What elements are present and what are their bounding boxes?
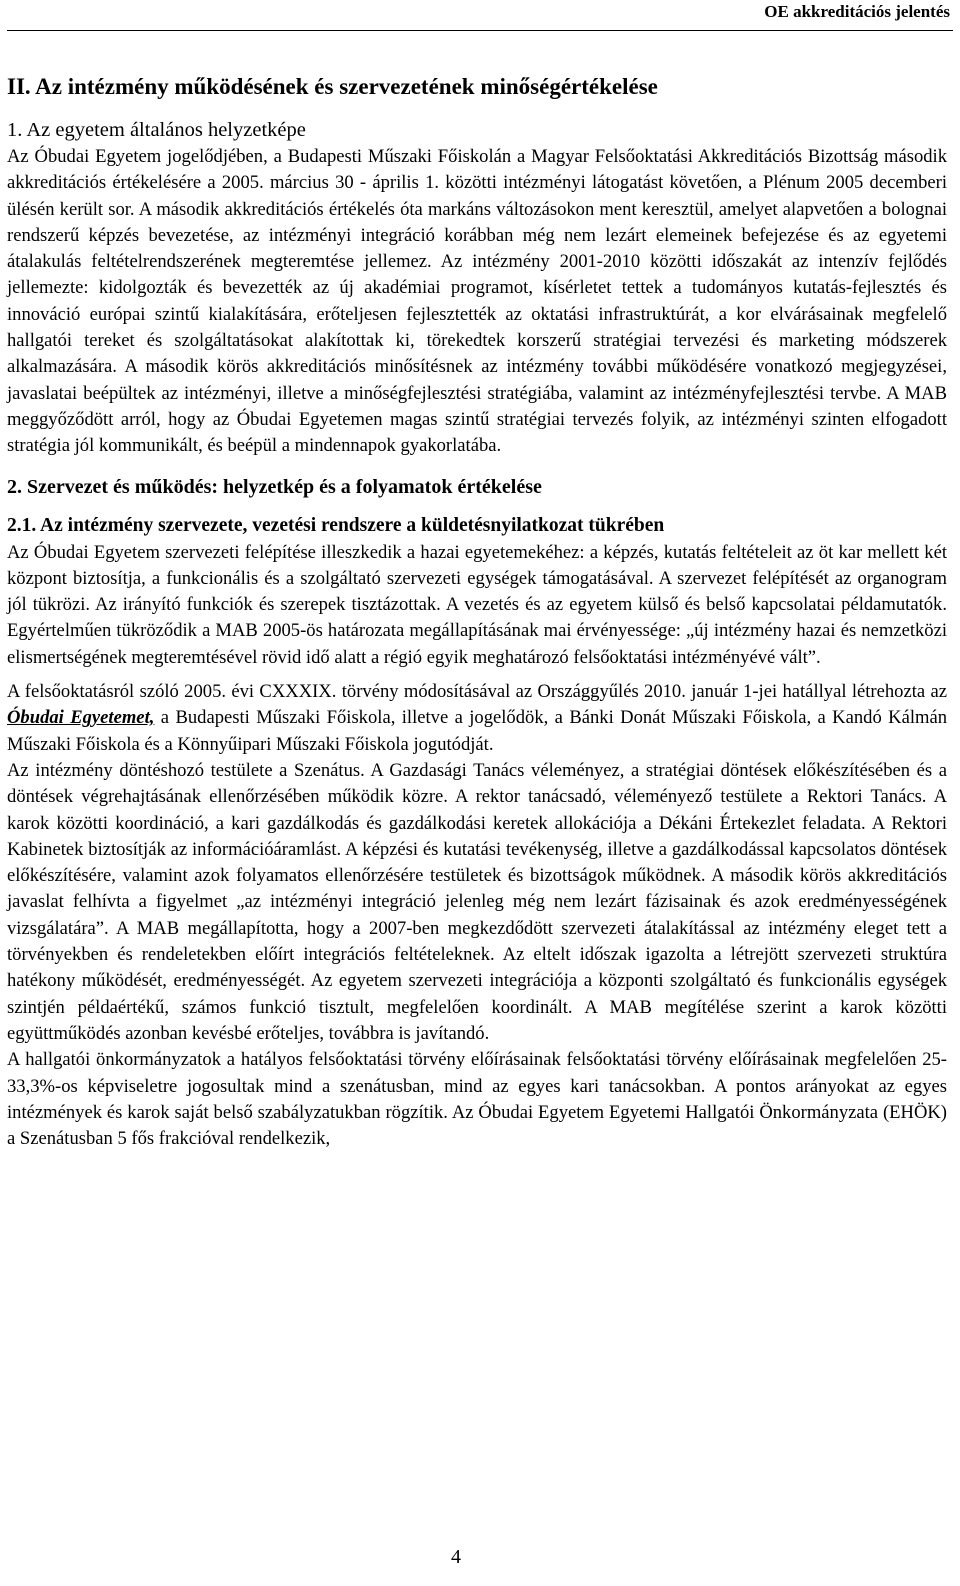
section-1-title: 1. Az egyetem általános helyzetképe	[7, 119, 306, 141]
section-1-paragraph: Az Óbudai Egyetem jogelődjében, a Budapesti Műszaki Főiskolán a Magyar Felsőoktatási Akkreditációs Bizottság második akkreditációs értékelésére a 2005. március 30 - április 1. közötti intézményi látogatást követően, a Plénum 2005 decemberi ülésén került sor. A második akkreditációs értékelés óta markáns változásokon ment keresztül, amelyet alapvetően a bolognai rendszerű képzés bevezetése, az intézményi integráció korábban még nem lezárt elemeinek befejezése és az egyetemi átalakulás feltételrendszerének megteremtése jellemez. Az intézmény 2001-2010 közötti időszakát az intenzív fejlődés jellemezte: kidolgozták és bevezették az új akadémiai programot, kísérletet tettek a tudományos kutatás-fejlesztés és innováció európai szintű kialakítására, erőteljesen fejlesztették az oktatási infrastruktúrát, a kor elvárásainak megfelelő hallgatói tereket és szolgáltatásokat alakítottak ki, törekedtek korszerű stratégiai tervezési és marketing módszerek alkalmazására. A második körös akkreditációs minősítésnek az intézmény további működésére vonatkozó megjegyzései, javaslatai beépültek az intézményi, illetve a minőségfejlesztési stratégiába, valamint az intézményfejlesztési tervbe. A MAB meggyőződött arról, hogy az Óbudai Egyetemen magas szintű stratégiai tervezés folyik, az intézményi szinten elfogadott stratégia jól kommunikált, és beépül a mindennapok gyakorlatába.	[7, 146, 947, 457]
section-2-1-title: 2.1. Az intézmény szervezete, vezetési rendszere a küldetésnyilatkozat tükrében	[7, 514, 665, 536]
running-header-title: OE akkreditációs jelentés	[764, 2, 950, 21]
header-divider	[7, 30, 953, 31]
section-2-1-paragraph-3: Az intézmény döntéshozó testülete a Szenátus. A Gazdasági Tanács véleményez, a stratégiai döntések előkészítésében és a döntések végrehajtásának ellenőrzésében működik közre. A rektor tanácsadó, véleményező testülete a Rektori Tanács. A karok közötti koordináció, a kari gazdálkodás és gazdálkodási keretek allokációja a Dékáni Értekezlet feladata. A Rektori Kabinetek biztosítják az információáramlást. A képzési és kutatási tevékenység, illetve a gazdálkodással kapcsolatos döntések előkészítésére, valamint azok folyamatos ellenőrzésére testületek és bizottságok működnek. A második körös akkreditációs javaslat felhívta a figyelmet „az intézményi integráció jelenleg még nem lezárt fázisainak és azok eredményességének vizsgálatára”. A MAB megállapította, hogy a 2007-ben megkezdődött szervezeti átalakítással az intézmény eleget tett a törvényekben és rendeletekben előírt integrációs feltételeknek. Az eltelt időszak igazolta a létrejött szervezeti struktúra hatékony működését, eredményességét. Az egyetem szervezeti integrációja a központi szolgáltató és funkcionális egységek szintjén példaértékű, számos funkció tisztult, megfelelően koordinált. A MAB megítélése szerint a karok közötti együttműködés azonban kevésbé erőteljes, továbbra is javítandó.	[7, 759, 947, 1044]
obudai-egyetem-emphasis: Óbudai Egyetemet,	[7, 707, 155, 729]
section-2-1-paragraph-1: Az Óbudai Egyetem szervezeti felépítése illeszkedik a hazai egyetemekéhez: a képzés, kutatás feltételeit az öt kar mellett két központ biztosítja, a funkcionális és a szolgáltató szervezeti egységek támogatásával. A szervezet felépítését az organogram jól tükrözi. Az irányító funkciók és szerepek tisztázottak. A vezetés és az egyetem külső és belső kapcsolatai példamutatók. Egyértelműen tükröződik a MAB 2005-ös határozata megállapításának mai érvényessége: „új intézmény hazai és nemzetközi elismertségének megteremtésével rövid idő alatt a régió egyik meghatározó felsőoktatási intézményévé vált”.	[7, 541, 947, 668]
section-2-1-paragraph-4: A hallgatói önkormányzatok a hatályos felsőoktatási törvény előírásainak felsőoktatási törvény előírásainak megfelelően 25-33,3%-os képviseletre jogosultak mind a szenátusban, mind az egyes kari tanácsokban. A pontos arányokat az egyes intézmények és karok saját belső szabályzatukban rögzítik. Az Óbudai Egyetem Egyetemi Hallgatói Önkormányzata (EHÖK) a Szenátusban 5 fős frakcióval rendelkezik,	[7, 1049, 947, 1150]
chapter-title: II. Az intézmény működésének és szervezetének minőségértékelése	[7, 74, 658, 99]
page-number: 4	[451, 1546, 461, 1568]
paragraph-2-text-before: A felsőoktatásról szóló 2005. évi CXXXIX. törvény módosításával az Országgyűlés 2010. január 1-jei hatállyal létrehozta az	[7, 681, 947, 703]
paragraph-2-text-after: a Budapesti Műszaki Főiskola, illetve a jogelődök, a Bánki Donát Műszaki Főiskola, a Kandó Kálmán Műszaki Főiskola és a Könnyűipari Műszaki Főiskola jogutódját.	[7, 707, 947, 755]
section-2-1-paragraph-2	[7, 679, 947, 758]
section-2-title: 2. Szervezet és működés: helyzetkép és a folyamatok értékelése	[7, 475, 542, 498]
document-body	[7, 72, 947, 1152]
